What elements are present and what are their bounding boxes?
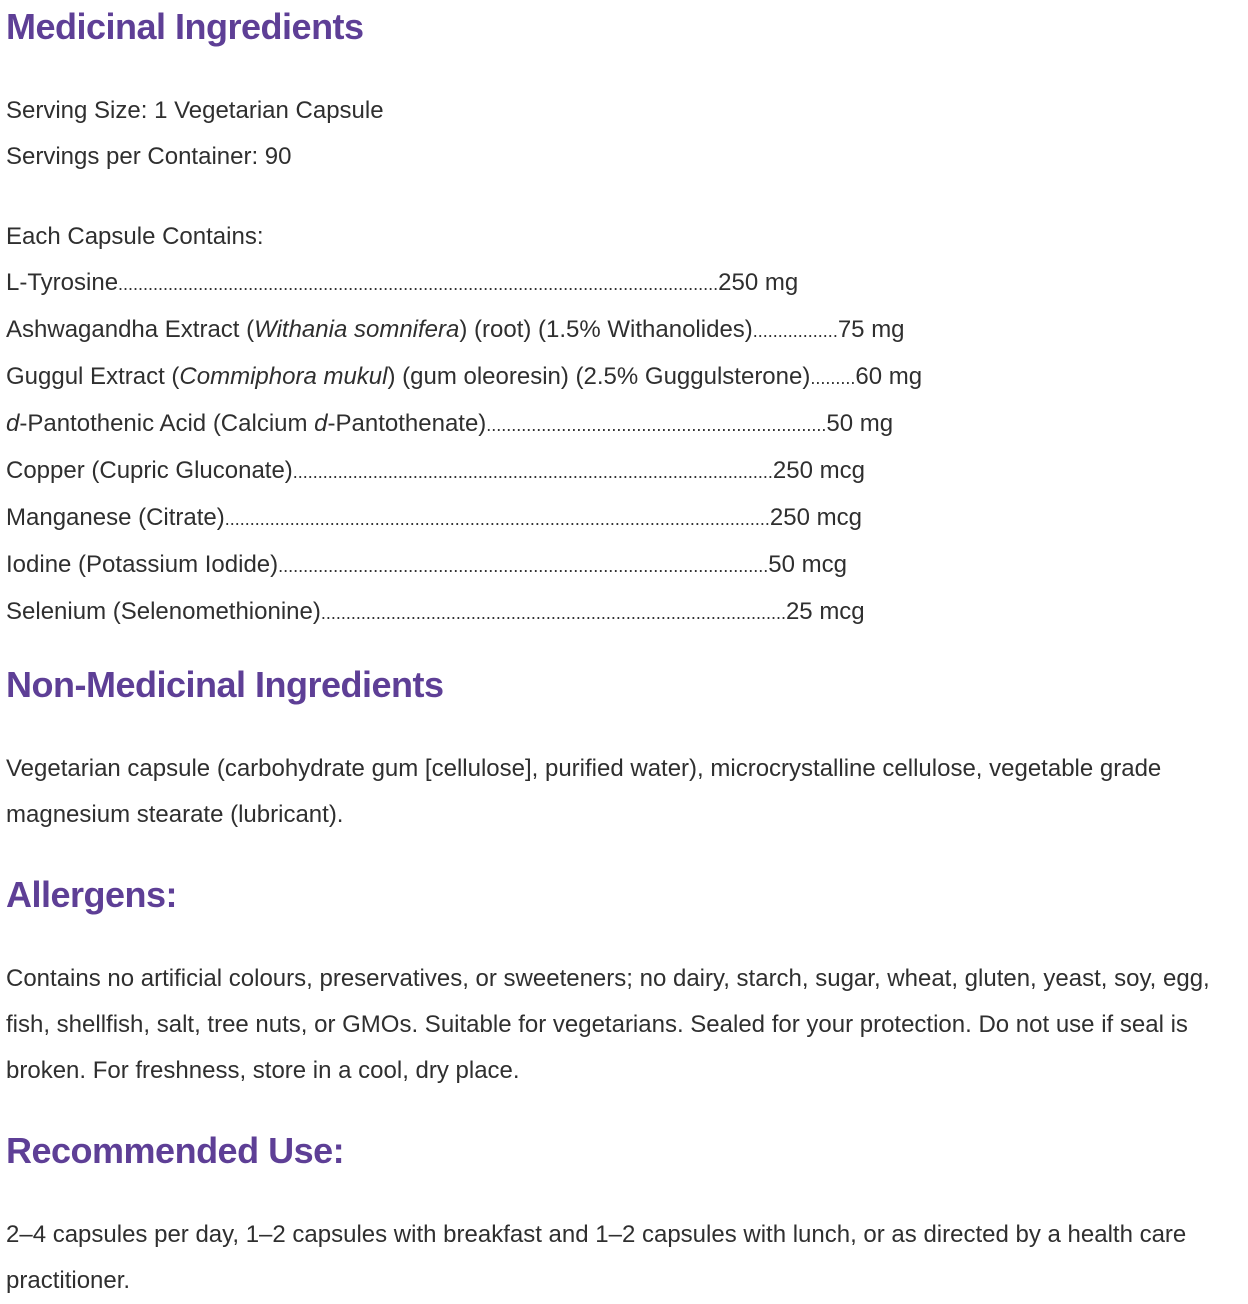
ingredient-name-part: Selenium (Selenomethionine) bbox=[6, 598, 321, 625]
ingredient-name-part: d bbox=[6, 410, 20, 437]
ingredient-name-part: -Pantothenic Acid (Calcium bbox=[19, 410, 315, 437]
ingredient-name bbox=[6, 589, 321, 635]
ingredient-row bbox=[6, 401, 1006, 448]
ingredient-amount: 250 mcg bbox=[772, 457, 865, 484]
ingredient-name bbox=[6, 495, 225, 541]
recommended-use-text: 2–4 capsules per day, 1–2 capsules with breakfast and 1–2 capsules with lunch, or as directed by a health care practitioner. bbox=[6, 1221, 1187, 1294]
ingredient-name-part: Commiphora mukul bbox=[179, 363, 388, 390]
allergens-heading: Allergens: bbox=[6, 874, 178, 915]
ingredient-row bbox=[6, 307, 1006, 354]
ingredient-name-part: Guggul Extract ( bbox=[6, 363, 180, 390]
ingredient-name-part: Manganese (Citrate) bbox=[6, 504, 225, 531]
ingredient-amount: 250 mg bbox=[718, 269, 799, 296]
dot-leader: ................................................................................................ bbox=[292, 462, 773, 482]
ingredient-row bbox=[6, 542, 1006, 589]
ingredient-name bbox=[6, 307, 753, 353]
each-capsule-contains-label: Each Capsule Contains: bbox=[6, 223, 264, 250]
allergens-text: Contains no artificial colours, preservatives, or sweeteners; no dairy, starch, sugar, wheat, gluten, yeast, soy, egg, fish, shellfish, salt, tree nuts, or GMOs. Suitable for vegetarians. Sealed for your protection. Do not use if seal is broken. For freshness, store in a cool, dry place. bbox=[6, 965, 1210, 1084]
ingredient-amount: 25 mcg bbox=[785, 598, 865, 625]
ingredient-name-part: Withania somnifera bbox=[254, 316, 460, 343]
non-medicinal-ingredients-text: Vegetarian capsule (carbohydrate gum [cellulose], purified water), microcrystalline cellulose, vegetable grade magnesium stearate (lubricant). bbox=[6, 755, 1162, 828]
dot-leader: ................. bbox=[752, 321, 838, 341]
dot-leader: .................................................................... bbox=[486, 415, 827, 435]
ingredient-name bbox=[6, 542, 278, 588]
ingredient-amount: 60 mg bbox=[855, 363, 923, 390]
ingredient-name bbox=[6, 401, 486, 447]
ingredient-name-part: Copper (Cupric Gluconate) bbox=[6, 457, 293, 484]
ingredient-row bbox=[6, 354, 1006, 401]
ingredient-row bbox=[6, 589, 1006, 636]
recommended-use-heading: Recommended Use: bbox=[6, 1130, 345, 1171]
ingredient-list bbox=[6, 260, 1006, 636]
ingredient-name-part: -Pantothenate) bbox=[327, 410, 487, 437]
dot-leader: ............................................................................................. bbox=[320, 603, 786, 623]
ingredient-amount: 50 mg bbox=[826, 410, 894, 437]
dot-leader: .................................................................................................. bbox=[278, 556, 769, 576]
ingredient-name-part: L-Tyrosine bbox=[6, 269, 119, 296]
ingredient-name-part: ) (gum oleoresin) (2.5% Guggulsterone) bbox=[387, 363, 811, 390]
servings-per-container: Servings per Container: 90 bbox=[6, 143, 292, 170]
ingredient-amount: 250 mcg bbox=[769, 504, 862, 531]
ingredient-name-part: Ashwagandha Extract ( bbox=[6, 316, 255, 343]
ingredient-name bbox=[6, 354, 810, 400]
dot-leader: ......... bbox=[810, 368, 856, 388]
dot-leader: ............................................................................................................. bbox=[224, 509, 770, 529]
ingredient-name-part: ) (root) (1.5% Withanolides) bbox=[459, 316, 753, 343]
ingredient-row bbox=[6, 260, 1006, 307]
ingredient-name bbox=[6, 448, 293, 494]
ingredient-amount: 50 mcg bbox=[768, 551, 847, 578]
ingredient-name bbox=[6, 260, 118, 306]
ingredient-name-part: d bbox=[314, 410, 328, 437]
non-medicinal-ingredients-heading: Non-Medicinal Ingredients bbox=[6, 664, 444, 705]
ingredient-row bbox=[6, 495, 1006, 542]
ingredient-name-part: Iodine (Potassium Iodide) bbox=[6, 551, 279, 578]
serving-size: Serving Size: 1 Vegetarian Capsule bbox=[6, 97, 384, 124]
dot-leader: ........................................................................................................................ bbox=[118, 274, 719, 294]
ingredient-amount: 75 mg bbox=[837, 316, 905, 343]
ingredient-row bbox=[6, 448, 1006, 495]
medicinal-ingredients-heading: Medicinal Ingredients bbox=[6, 6, 364, 47]
